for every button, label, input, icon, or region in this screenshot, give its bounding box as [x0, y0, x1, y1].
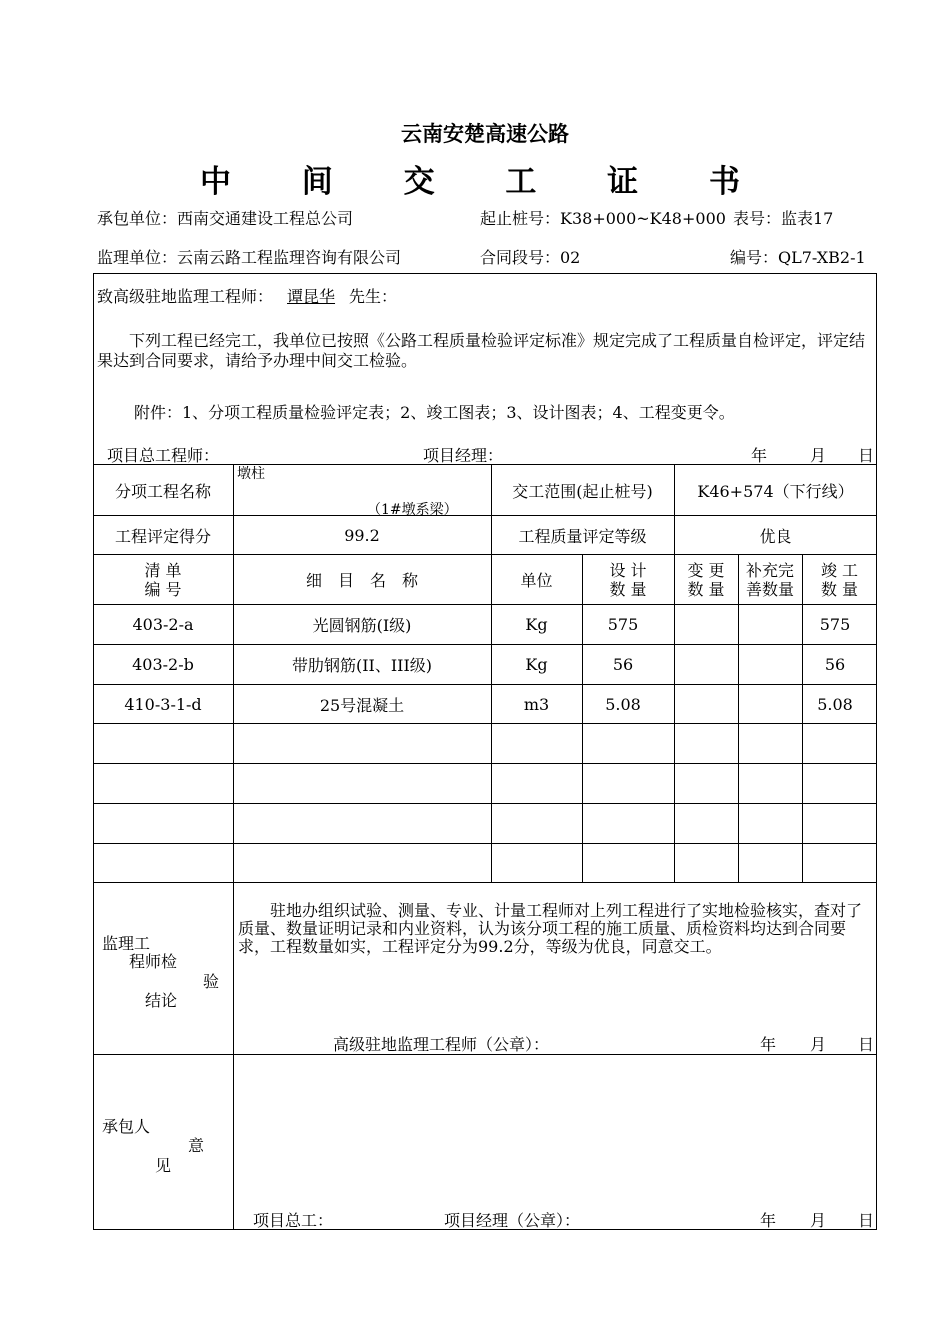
header-change-qty: 变 更 数 量	[687, 560, 725, 599]
item-name-label: 分项工程名称	[114, 481, 211, 501]
row-completed-qty: 56	[824, 655, 846, 674]
item-name-line2: （1#墩系梁）	[367, 502, 458, 518]
row-code: 403-2-b	[132, 655, 194, 674]
inspection-month: 月	[810, 1035, 827, 1054]
inspection-label-4: 结论	[145, 991, 178, 1010]
salutation-suffix: 先生：	[349, 287, 398, 306]
inspection-label-3: 验	[203, 972, 220, 991]
row-name: 带肋钢筋(II、III级)	[291, 656, 433, 675]
row-supplement-qty	[738, 685, 802, 723]
letter-salutation	[97, 284, 397, 307]
date-day: 日	[858, 446, 875, 465]
contractor-month: 月	[810, 1211, 827, 1230]
header-design-qty: 设 计 数 量	[609, 560, 647, 599]
contractor-label-2: 意	[188, 1136, 205, 1155]
inspection-year: 年	[760, 1035, 777, 1054]
row-design-qty: 575	[607, 615, 639, 634]
salutation-prefix: 致高级驻地监理工程师：	[97, 287, 274, 306]
row-unit: Kg	[525, 615, 548, 634]
inspection-day: 日	[858, 1035, 875, 1054]
contractor-day: 日	[858, 1211, 875, 1230]
row-name: 25号混凝土	[319, 695, 405, 715]
station-range: 起止桩号：K38+000~K48+000	[480, 209, 726, 228]
row-design-qty: 5.08	[605, 694, 641, 714]
inspection-conclusion: 驻地办组织试验、测量、专业、计量工程师对上列工程进行了实地检验核实，查对了质量、数量证明记录和内业资料，认为该分项工程的施工质量、质检资料均达到合同要求，工程数量如实，工程评定分为99.2分，等级为优良，同意交工。	[238, 901, 863, 956]
row-change-qty	[674, 605, 738, 644]
senior-engineer-signature: 高级驻地监理工程师（公章）：	[333, 1035, 550, 1054]
contractor-unit: 承包单位：西南交通建设工程总公司	[97, 209, 354, 228]
form-number: 表号：监表17	[733, 209, 834, 228]
contractor-manager-label: 项目经理（公章）：	[444, 1211, 581, 1230]
engineer-name: 谭昆华	[287, 287, 336, 306]
range-value: K46+574（下行线）	[697, 481, 854, 501]
contract-section: 合同段号：02	[480, 248, 581, 267]
document-title: 云南安楚高速公路	[401, 121, 569, 146]
row-code: 403-2-a	[132, 615, 194, 634]
letter-body: 下列工程已经完工，我单位已按照《公路工程质量检验评定标准》规定完成了工程质量自检评定，评定结果达到合同要求，请给予办理中间交工检验。	[97, 331, 866, 370]
date-month: 月	[810, 446, 827, 465]
row-unit: m3	[523, 694, 550, 714]
row-supplement-qty	[738, 605, 802, 644]
header-completed-qty: 竣 工 数 量	[820, 560, 859, 599]
contractor-label-3: 见	[155, 1156, 172, 1175]
date-year: 年	[751, 446, 768, 465]
supervision-unit: 监理单位：云南云路工程监理咨询有限公司	[97, 248, 402, 267]
grade-label: 工程质量评定等级	[518, 526, 647, 546]
score-label: 工程评定得分	[114, 526, 211, 546]
header-item-name: 细 目 名 称	[305, 571, 418, 590]
serial-number: 编号：QL7-XB2-1	[730, 248, 866, 267]
row-design-qty: 56	[612, 655, 634, 674]
row-completed-qty: 5.08	[817, 694, 853, 714]
score-value: 99.2	[344, 525, 380, 545]
row-code: 410-3-1-d	[124, 694, 202, 714]
contractor-chief-label: 项目总工：	[253, 1211, 334, 1230]
item-name-line1: 墩柱	[237, 466, 265, 482]
row-change-qty	[674, 685, 738, 723]
row-name: 光圆钢筋(I级)	[312, 616, 412, 635]
inspection-label-2: 程师检	[129, 952, 178, 971]
row-completed-qty: 575	[819, 615, 851, 634]
certificate-title: 中 间 交 工 证 书	[200, 164, 770, 200]
row-supplement-qty	[738, 645, 802, 684]
project-manager-label: 项目经理：	[423, 446, 504, 465]
contractor-year: 年	[760, 1211, 777, 1230]
grade-value: 优良	[759, 526, 792, 546]
contractor-label-1: 承包人	[102, 1117, 151, 1136]
chief-engineer-label: 项目总工程师：	[107, 446, 220, 465]
row-change-qty	[674, 645, 738, 684]
attachments: 附件：1、分项工程质量检验评定表；2、竣工图表；3、设计图表；4、工程变更令。	[134, 403, 735, 422]
range-label: 交工范围(起止桩号)	[512, 481, 653, 501]
header-supplement-qty: 补充完 善数量	[745, 560, 794, 599]
row-unit: Kg	[525, 655, 548, 674]
header-unit: 单位	[520, 571, 553, 590]
header-item-code: 清 单 编 号	[144, 560, 182, 599]
inspection-label-1: 监理工	[102, 934, 151, 953]
